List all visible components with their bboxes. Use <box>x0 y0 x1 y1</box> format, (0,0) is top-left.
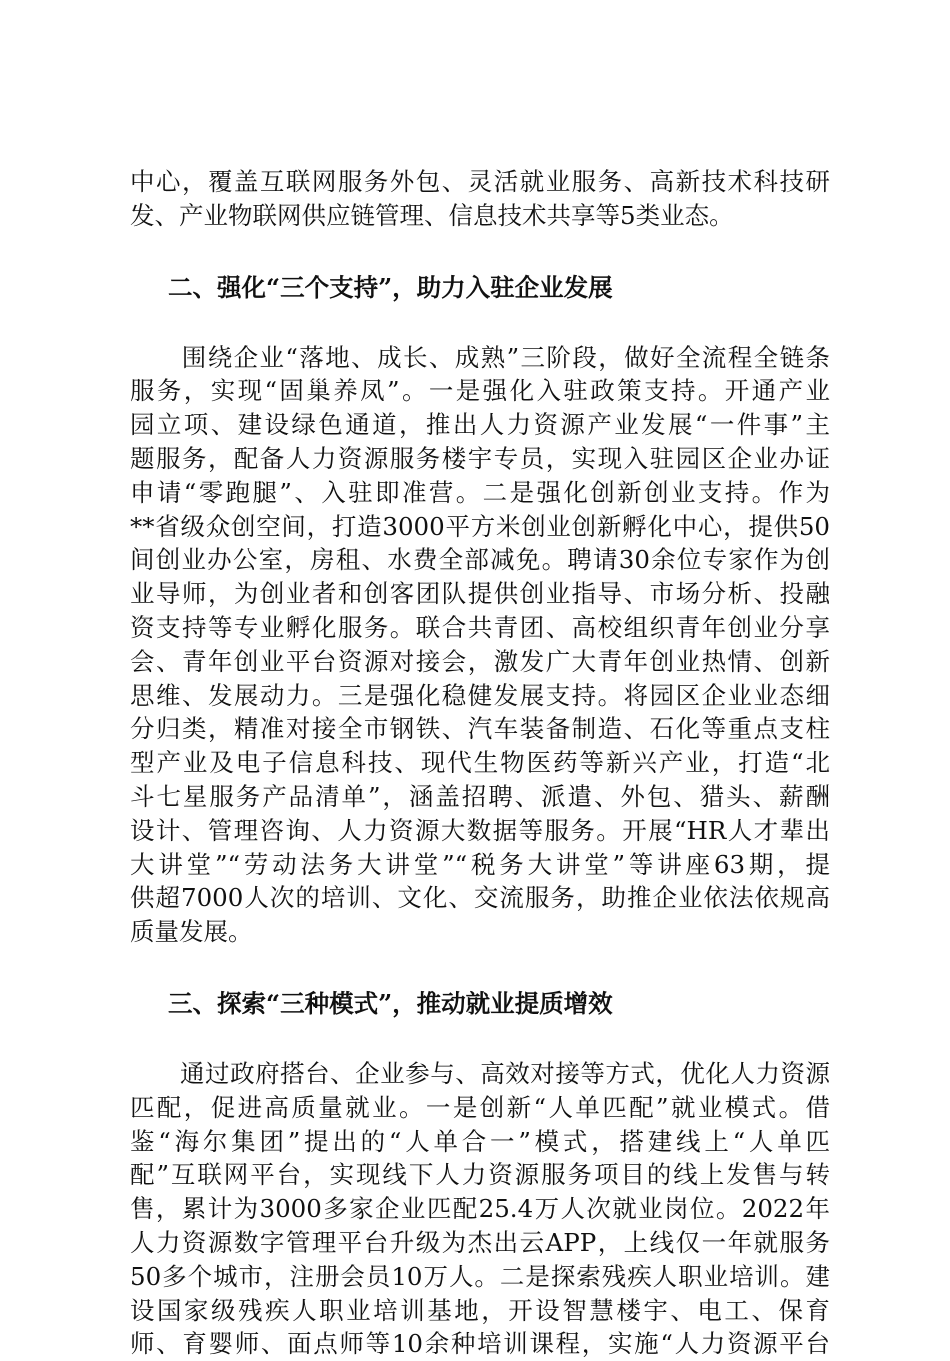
paragraph-line: 鉴“海尔集团”提出的“人单合一”模式，搭建线上“人单匹 <box>130 1126 830 1156</box>
paragraph-line: 售，累计为3000多家企业匹配25.4万人次就业岗位。2022年 <box>130 1194 830 1224</box>
paragraph-line: 50多个城市，注册会员10万人。二是探索残疾人职业培训。建 <box>130 1261 830 1291</box>
paragraph-line: 发、产业物联网供应链管理、信息技术共享等5类业态。 <box>130 200 734 230</box>
paragraph-line: 思维、发展动力。三是强化稳健发展支持。将园区企业业态细 <box>130 680 830 710</box>
paragraph-line: 斗七星服务产品清单”，涵盖招聘、派遣、外包、猎头、薪酬 <box>130 781 830 811</box>
paragraph-line: 服务，实现“固巢养凤”。一是强化入驻政策支持。开通产业 <box>130 376 830 406</box>
paragraph-line: 间创业办公室，房租、水费全部减免。聘请30余位专家作为创 <box>130 545 830 575</box>
paragraph-line: 题服务，配备人力资源服务楼宇专员，实现入驻园区企业办证 <box>130 443 830 473</box>
paragraph-line: 资支持等专业孵化服务。联合共青团、高校组织青年创业分享 <box>130 612 830 642</box>
paragraph-line: 中心，覆盖互联网服务外包、灵活就业服务、高新技术科技研 <box>130 167 830 196</box>
paragraph-line: 通过政府搭台、企业参与、高效对接等方式，优化人力资源 <box>130 1058 830 1088</box>
paragraph-line: 型产业及电子信息科技、现代生物医药等新兴产业，打造“北 <box>130 748 830 778</box>
section-heading: 三、探索“三种模式”，推动就业提质增效 <box>168 988 613 1018</box>
paragraph-line: 人力资源数字管理平台升级为杰出云APP，上线仅一年就服务 <box>130 1227 830 1257</box>
section-heading: 二、强化“三个支持”，助力入驻企业发展 <box>168 272 613 302</box>
paragraph-line: **省级众创空间，打造3000平方米创业创新孵化中心，提供50 <box>130 511 830 541</box>
paragraph-line: 会、青年创业平台资源对接会，激发广大青年创业热情、创新 <box>130 646 830 676</box>
intro-paragraph <box>130 165 830 233</box>
paragraph-line: 质量发展。 <box>130 917 253 947</box>
paragraph-line: 设计、管理咨询、人力资源大数据等服务。开展“HR人才辈出 <box>130 815 830 845</box>
paragraph-line: 师、育婴师、面点师等10余种培训课程，实施“人力资源平台 <box>130 1329 830 1359</box>
paragraph-line: 申请“零跑腿”、入驻即准营。二是强化创新创业支持。作为 <box>130 477 830 507</box>
paragraph-line: 匹配，促进高质量就业。一是创新“人单匹配”就业模式。借 <box>130 1092 830 1122</box>
document-page <box>130 165 830 1361</box>
section-paragraph <box>130 341 830 949</box>
section-paragraph <box>130 1057 830 1361</box>
paragraph-line: 围绕企业“落地、成长、成熟”三阶段，做好全流程全链条 <box>130 342 830 372</box>
paragraph-line: 设国家级残疾人职业培训基地，开设智慧楼宇、电工、保育 <box>130 1295 830 1325</box>
paragraph-line: 供超7000人次的培训、文化、交流服务，助推企业依法依规高 <box>130 883 830 913</box>
paragraph-line: 园立项、建设绿色通道，推出人力资源产业发展“一件事”主 <box>130 410 830 440</box>
paragraph-line: 配”互联网平台，实现线下人力资源服务项目的线上发售与转 <box>130 1160 830 1190</box>
paragraph-line: 大讲堂”“劳动法务大讲堂”“税务大讲堂”等讲座63期，提 <box>130 849 830 879</box>
paragraph-line: 分归类，精准对接全市钢铁、汽车装备制造、石化等重点支柱 <box>130 714 830 744</box>
paragraph-line: 业导师，为创业者和创客团队提供创业指导、市场分析、投融 <box>130 579 830 609</box>
